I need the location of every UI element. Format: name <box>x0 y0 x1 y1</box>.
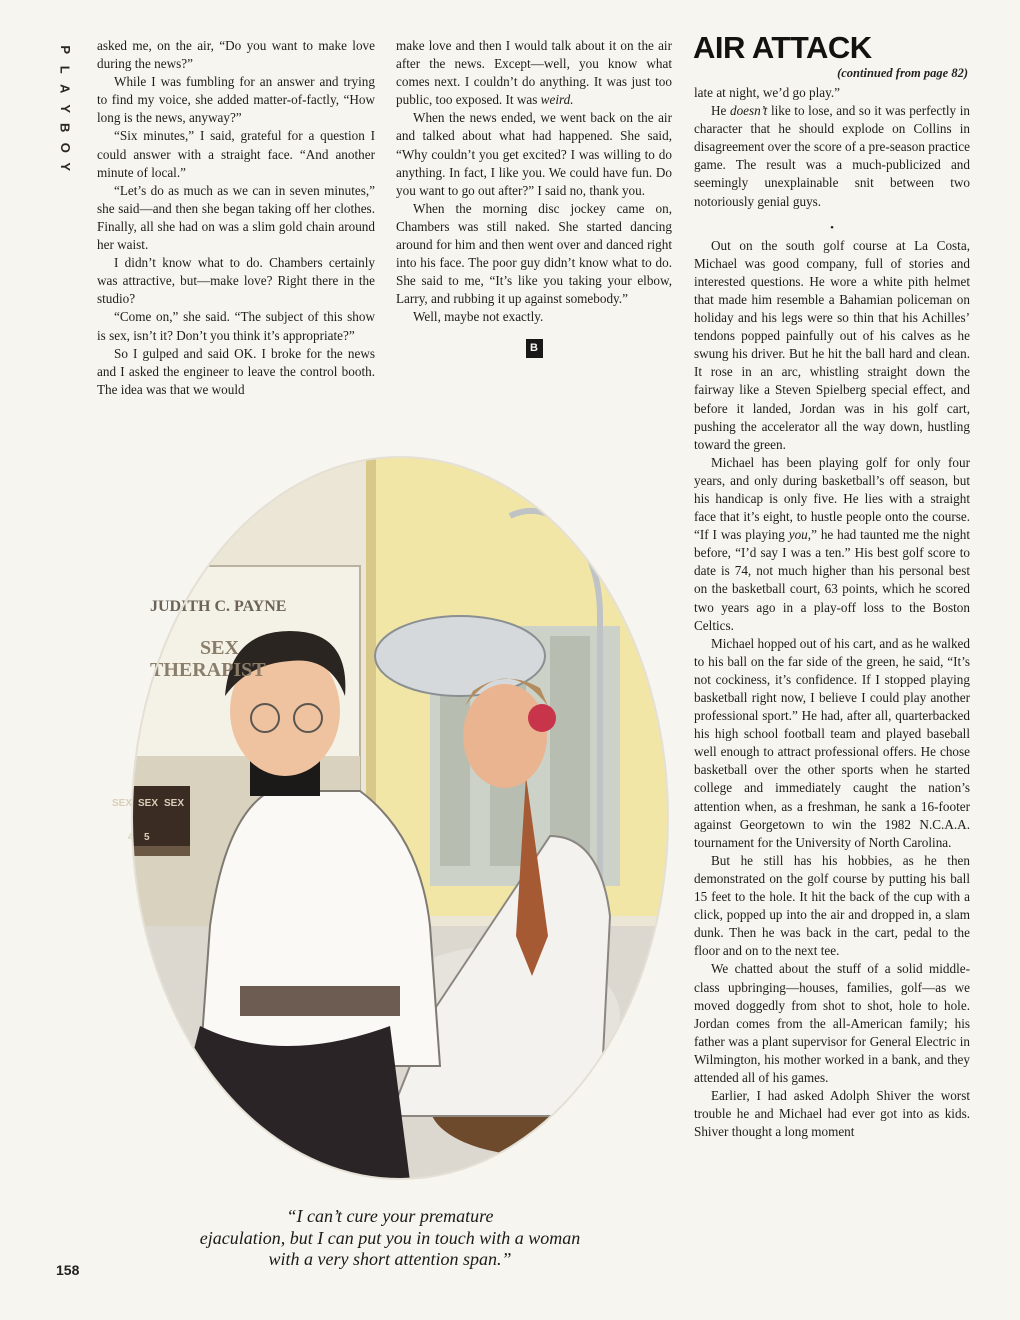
paragraph: Earlier, I had asked Adolph Shiver the worst trouble he and Michael had ever got into as kids. Shiver thought a long moment <box>694 1088 970 1140</box>
book-spine-number: 5 <box>144 832 150 843</box>
paragraph: I didn’t know what to do. Chambers certainly was attractive, but—make love? Right there in the studio? <box>97 255 375 307</box>
story-column-1 <box>97 37 375 399</box>
emphasis-text: doesn’t <box>729 103 768 119</box>
paragraph: But he still has his hobbies, as he then demonstrated on the golf course by putting his ball 15 feet to the hole. It hit the back of the cup with a click, popped up into the air and dropped in, a slam dunk. Then he was back in the cart, pedal to the floor and on to the next tee. <box>694 852 970 959</box>
emphasis-text: you, <box>788 527 812 543</box>
book-spine-label: SEX <box>164 798 185 809</box>
story-column-3 <box>694 84 970 1141</box>
book-spine-number: 4 <box>128 832 134 843</box>
paragraph: Well, maybe not exactly. <box>413 309 544 325</box>
spine-letter: O <box>57 142 73 153</box>
spine-letter: Y <box>57 103 73 113</box>
spine-letter: B <box>57 123 73 133</box>
diploma-title-line-2: THERAPIST <box>150 659 266 681</box>
bookshelf <box>130 786 190 856</box>
paragraph: Out on the south golf course at La Costa, Michael was good company, full of stories and interested questions. He wore a white pith helmet that made him resemble a Bahamian policeman on holiday and his legs were so thin that his Achilles’ tendons popped painfully out of his calves as he swung his driver. But he hit the ball hard and clean. It rose in an arc, whistling straight down the fairway like a Steven Spielberg special effect, and before it landed, Jordan was in his golf cart, pushing the accelerator all the way down, hustling toward the green. <box>694 237 970 452</box>
page-number: 158 <box>56 1262 80 1278</box>
paragraph-text: like to lose, and so it was perfectly in character that he should explode on Collins in disagreement over the score of a pre-season practice game. The result was a much-publicized and seemingly unexplainable snit between two notoriously genial guys. <box>694 103 970 209</box>
book-spine-label: SEX <box>138 798 159 809</box>
spine-letter: P <box>57 45 73 55</box>
cartoon-caption <box>140 1206 640 1271</box>
paragraph <box>396 37 672 109</box>
cartoon-illustration <box>112 456 670 1181</box>
paragraph: “Six minutes,” I said, grateful for a question I could answer with a straight face. “And another minute of local.” <box>97 128 375 180</box>
story-column-2 <box>396 37 672 358</box>
book-spine-label: SEX <box>112 798 133 809</box>
paragraph <box>694 102 970 211</box>
end-of-story-bunny-icon: B <box>526 339 543 358</box>
paragraph: “Come on,” she said. “The subject of this show is sex, isn’t it? Don’t you think it’s appropriate?” <box>97 309 375 343</box>
paragraph <box>694 454 970 635</box>
emphasis-text: weird. <box>540 92 574 108</box>
paragraph: So I gulped and said OK. I broke for the news and I asked the engineer to leave the control booth. The idea was that we would <box>97 345 375 397</box>
paragraph: We chatted about the stuff of a solid middle-class upbringing—houses, families, golf—as we moved doggedly from shot to shot, hole to hole. Jordan comes from the all-American family; his father was a plant supervisor for General Electric in Wilmington, his mother worked in a bank, and they attended all of his games. <box>694 961 970 1085</box>
diploma-title-line-1: SEX <box>200 637 239 659</box>
magazine-spine <box>57 40 73 177</box>
paragraph: Michael hopped out of his cart, and as he walked to his ball on the far side of the green, he said, “It’s not cockiness, it’s confidence. If I stopped playing basketball right now, I believe I could play another professional sport.” He had, after all, quarterbacked his high school football team and played baseball well enough to attract professional offers. He chose basketball over the other sports when he started college and immediately caught the nation’s attention when, as a freshman, he sank a 16-footer against Georgetown to win the 1982 N.C.A.A. tournament for the University of North Carolina. <box>694 635 970 850</box>
spine-letter: Y <box>57 162 73 172</box>
paragraph: When the news ended, we went back on the air and talked about what had happened. She said, “Why couldn’t you get excited? I was willing to do anything. In fact, I like you. We could have fun. Do you want to go out after?” I said no, thank you. <box>396 110 672 198</box>
paragraph-text: He <box>711 103 730 119</box>
section-bullet: • <box>830 221 834 234</box>
caption-line: “I can’t cure your premature <box>286 1206 494 1226</box>
paragraph-text: make love and then I would talk about it on the air after the news. Except—well, you know what comes next. I couldn’t do anything. It was just too public, too exposed. It was <box>396 38 672 108</box>
paragraph-text: ” he had taunted me the night before, “I’d say I was a ten.” His best golf score to date is 74, not much higher than his personal best on the basketball court, 63 points, which he scored two years ago in a play-off loss to the Boston Celtics. <box>694 527 970 633</box>
paragraph: “Let’s do as much as we can in seven minutes,” she said—and then she began taking off her clothes. Finally, all she had on was a slim gold chain around her waist. <box>97 182 375 253</box>
paragraph: While I was fumbling for an answer and trying to find my voice, she added matter-of-factly, “How long is the news, anyway?” <box>97 74 375 126</box>
continued-from-note: (continued from page 82) <box>837 66 968 80</box>
paragraph: late at night, we’d go play.” <box>694 85 840 100</box>
diploma-name: JUDITH C. PAYNE <box>150 598 287 615</box>
spine-letter: A <box>57 84 73 94</box>
paragraph-text: Michael has been playing golf for only four years, and only during basketball’s off season, but his handicap is only five. He lies with a straight face that it’s eight, to hustle people onto the course. “If I was playing <box>694 454 970 543</box>
paragraph: When the morning disc jockey came on, Chambers was still naked. She started dancing around for him and then went over and danced right into his face. The poor guy didn’t know what to do. She said to me, “It’s like you taking your elbow, Larry, and rubbing it up against somebody.” <box>396 200 672 307</box>
spine-letter: L <box>57 65 73 74</box>
caption-line: ejaculation, but I can put you in touch with a woman <box>199 1227 581 1248</box>
lamp-shade-icon <box>375 616 545 696</box>
caption-line: with a very short attention span.” <box>268 1249 512 1269</box>
paragraph: asked me, on the air, “Do you want to make love during the news?” <box>97 38 375 72</box>
article-headline: AIR ATTACK <box>693 30 872 65</box>
